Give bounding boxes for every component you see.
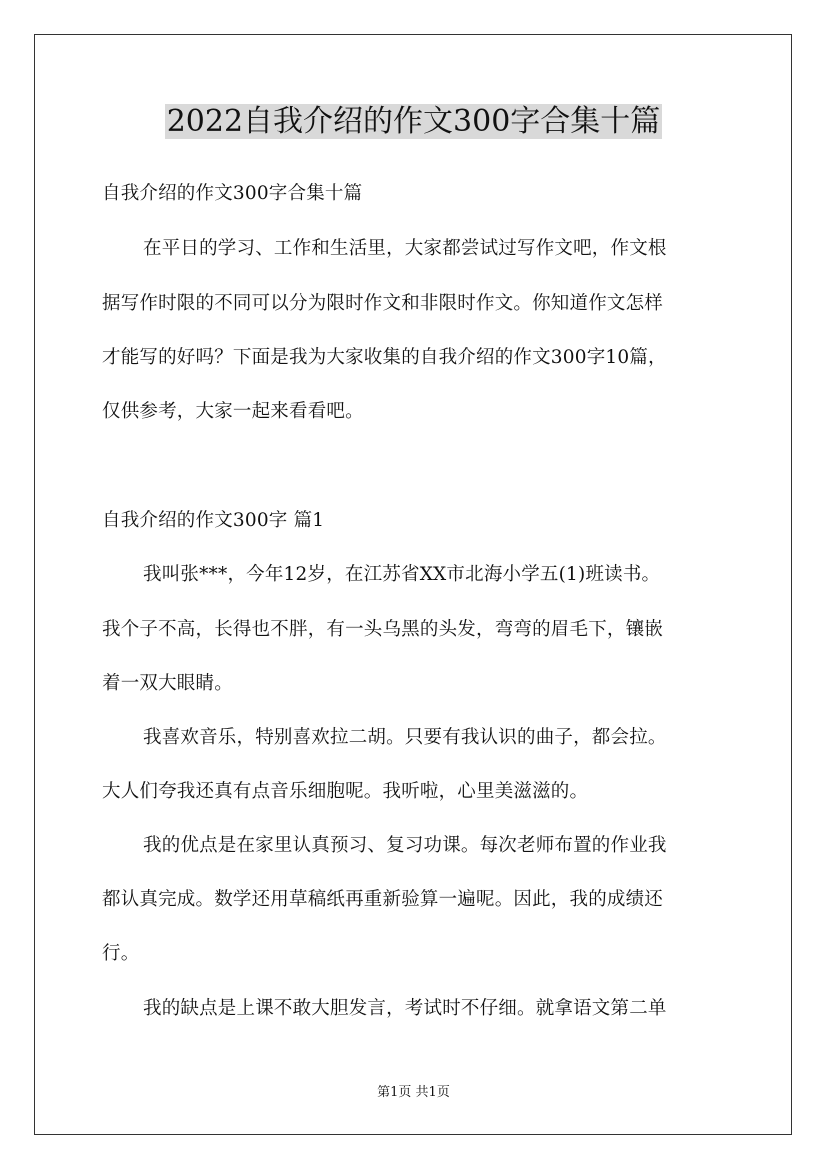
paragraph-line: 行。 <box>102 943 140 964</box>
section-heading: 自我介绍的作文300字 篇1 <box>102 510 325 531</box>
paragraph-line: 我的优点是在家里认真预习、复习功课。每次老师布置的作业我 <box>143 835 667 856</box>
intro-line: 才能写的好吗？下面是我为大家收集的自我介绍的作文300字10篇， <box>102 347 667 368</box>
paragraph-line: 我喜欢音乐，特别喜欢拉二胡。只要有我认识的曲子，都会拉。 <box>143 727 667 748</box>
page-number-footer: 第1页 共1页 <box>377 1085 450 1100</box>
document-title-text: 2022自我介绍的作文300字合集十篇 <box>166 104 661 139</box>
paragraph-line: 着一双大眼睛。 <box>102 673 233 694</box>
paragraph-line: 大人们夸我还真有点音乐细胞呢。我听啦，心里美滋滋的。 <box>102 781 589 802</box>
intro-line: 据写作时限的不同可以分为限时作文和非限时作文。你知道作文怎样 <box>102 293 664 314</box>
paragraph-line: 我个子不高，长得也不胖，有一头乌黑的头发，弯弯的眉毛下，镶嵌 <box>102 619 664 640</box>
intro-line: 在平日的学习、工作和生活里，大家都尝试过写作文吧，作文根 <box>143 238 667 259</box>
paragraph-line: 都认真完成。数学还用草稿纸再重新验算一遍呢。因此，我的成绩还 <box>102 889 664 910</box>
intro-line: 仅供参考，大家一起来看看吧。 <box>102 401 364 422</box>
document-subtitle: 自我介绍的作文300字合集十篇 <box>102 183 363 204</box>
paragraph-line: 我的缺点是上课不敢大胆发言，考试时不仔细。就拿语文第二单 <box>143 998 667 1019</box>
document-title <box>0 100 827 144</box>
paragraph-line: 我叫张***，今年12岁，在江苏省XX市北海小学五(1)班读书。 <box>143 564 661 585</box>
